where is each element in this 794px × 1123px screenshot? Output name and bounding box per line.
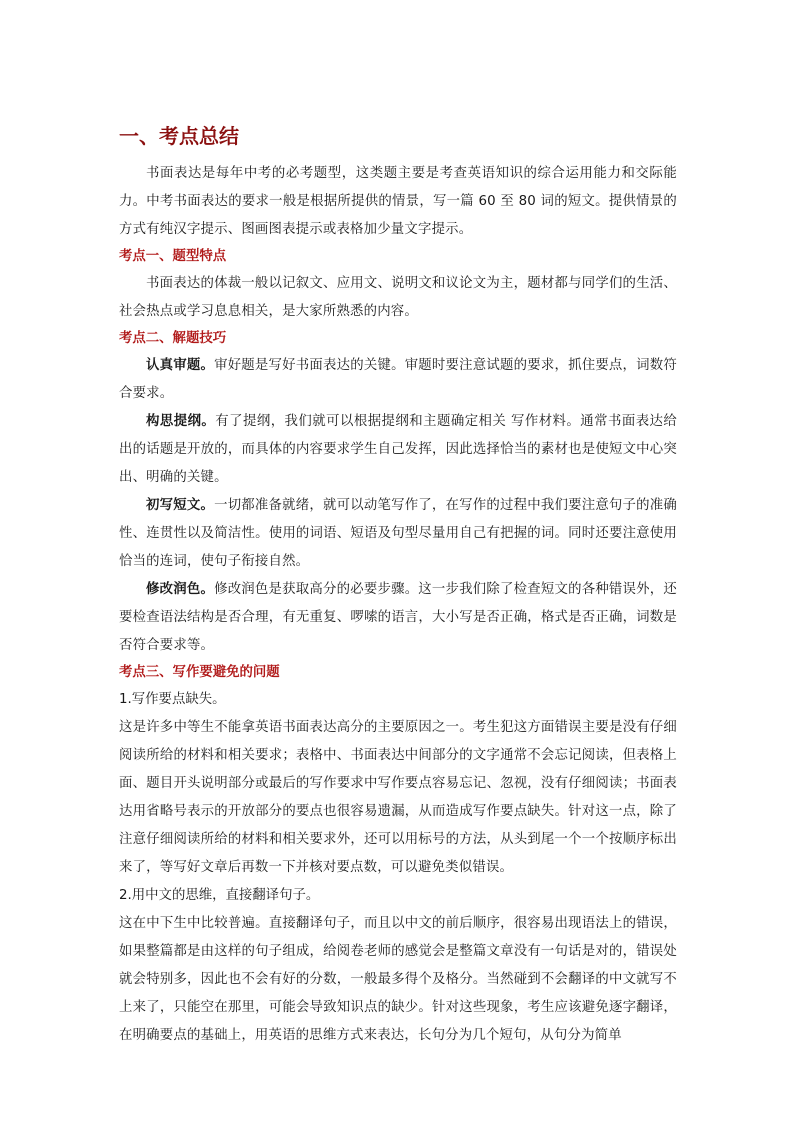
step-text: 审好题是写好书面表达的关键。审题时要注意试题的要求，抓住要点，词数符合要求。 — [119, 358, 677, 401]
section-heading-3: 考点三、写作要避免的问题 — [119, 665, 280, 680]
problem-item-title: 2.用中文的思维，直接翻译句子。 — [119, 888, 320, 903]
step-text: 有了提纲，我们就可以根据提纲和主题确定相关 写作材料。通常书面表达给出的话题是开放的，而具体的内容要求学生自己发挥，因此选择恰当的素材也是使短文中心突出、明确的关键。 — [119, 414, 677, 485]
problem-item-title: 1.写作要点缺失。 — [119, 692, 226, 707]
problem-item-text: 这在中下生中比较普遍。直接翻译句子，而且以中文的前后顺序，很容易出现语法上的错误，如果整篇都是由这样的句子组成，给阅卷老师的感觉会是整篇文章没有一句话是对的，错误处就会特别多，因此也不会有好的分数，一般最多得个及格分。当然碰到不会翻译的中文就写不上来了，只能空在那里，可能会导致知识点的缺少。针对这些现象，考生应该避免逐字翻译，在明确要点的基础上，用英语的思维方式来表达，长句分为几个短句，从句分为简单 — [119, 916, 677, 1043]
page-title: 一、考点总结 — [119, 124, 239, 148]
step-lead: 初写短文。 — [146, 498, 215, 513]
step-text: 一切都准备就绪，就可以动笔写作了，在写作的过程中我们要注意句子的准确性、连贯性以及简洁性。使用的词语、短语及句型尽量用自己有把握的词。同时还要注意使用恰当的连词，使句子衔接自然。 — [119, 498, 677, 569]
section-1-paragraph: 书面表达的体裁一般以记叙文、应用文、说明文和议论文为主，题材都与同学们的生活、社会热点或学习息息相关，是大家所熟悉的内容。 — [119, 276, 677, 319]
step-lead: 构思提纲。 — [146, 414, 216, 429]
problem-item-text: 这是许多中等生不能拿英语书面表达高分的主要原因之一。考生犯这方面错误主要是没有仔细阅读所给的材料和相关要求；表格中、书面表达中间部分的文字通常不会忘记阅读，但表格上面、题目开头说明部分或最后的写作要求中写作要点容易忘记、忽视，没有仔细阅读；书面表达用省略号表示的开放部分的要点也很容易遗漏，从而造成写作要点缺失。针对这一点，除了注意仔细阅读所给的材料和相关要求外，还可以用标号的方法，从头到尾一个一个按顺序标出来了，等写好文章后再数一下并核对要点数，可以避免类似错误。 — [119, 720, 677, 875]
step-paragraph-polish — [119, 576, 677, 660]
section-heading-2: 考点二、解题技巧 — [119, 331, 227, 346]
section-heading-1: 考点一、题型特点 — [119, 249, 227, 264]
step-paragraph-review — [119, 352, 677, 408]
intro-paragraph: 书面表达是每年中考的必考题型，这类题主要是考查英语知识的综合运用能力和交际能力。中考书面表达的要求一般是根据所提供的情景，写一篇 60 至 80 词的短文。提供情景的方式有纯汉字提示、图画图表提示或表格加少量文字提示。 — [119, 166, 677, 237]
step-paragraph-outline — [119, 408, 677, 492]
step-lead: 认真审题。 — [146, 358, 215, 373]
page-content — [119, 118, 677, 1050]
step-text: 修改润色是获取高分的必要步骤。这一步我们除了检查短文的各种错误外，还要检查语法结构是否合理，有无重复、啰嗦的语言，大小写是否正确，格式是否正确，词数是否符合要求等。 — [119, 582, 677, 653]
step-lead: 修改润色。 — [146, 582, 215, 597]
step-paragraph-draft — [119, 492, 677, 576]
